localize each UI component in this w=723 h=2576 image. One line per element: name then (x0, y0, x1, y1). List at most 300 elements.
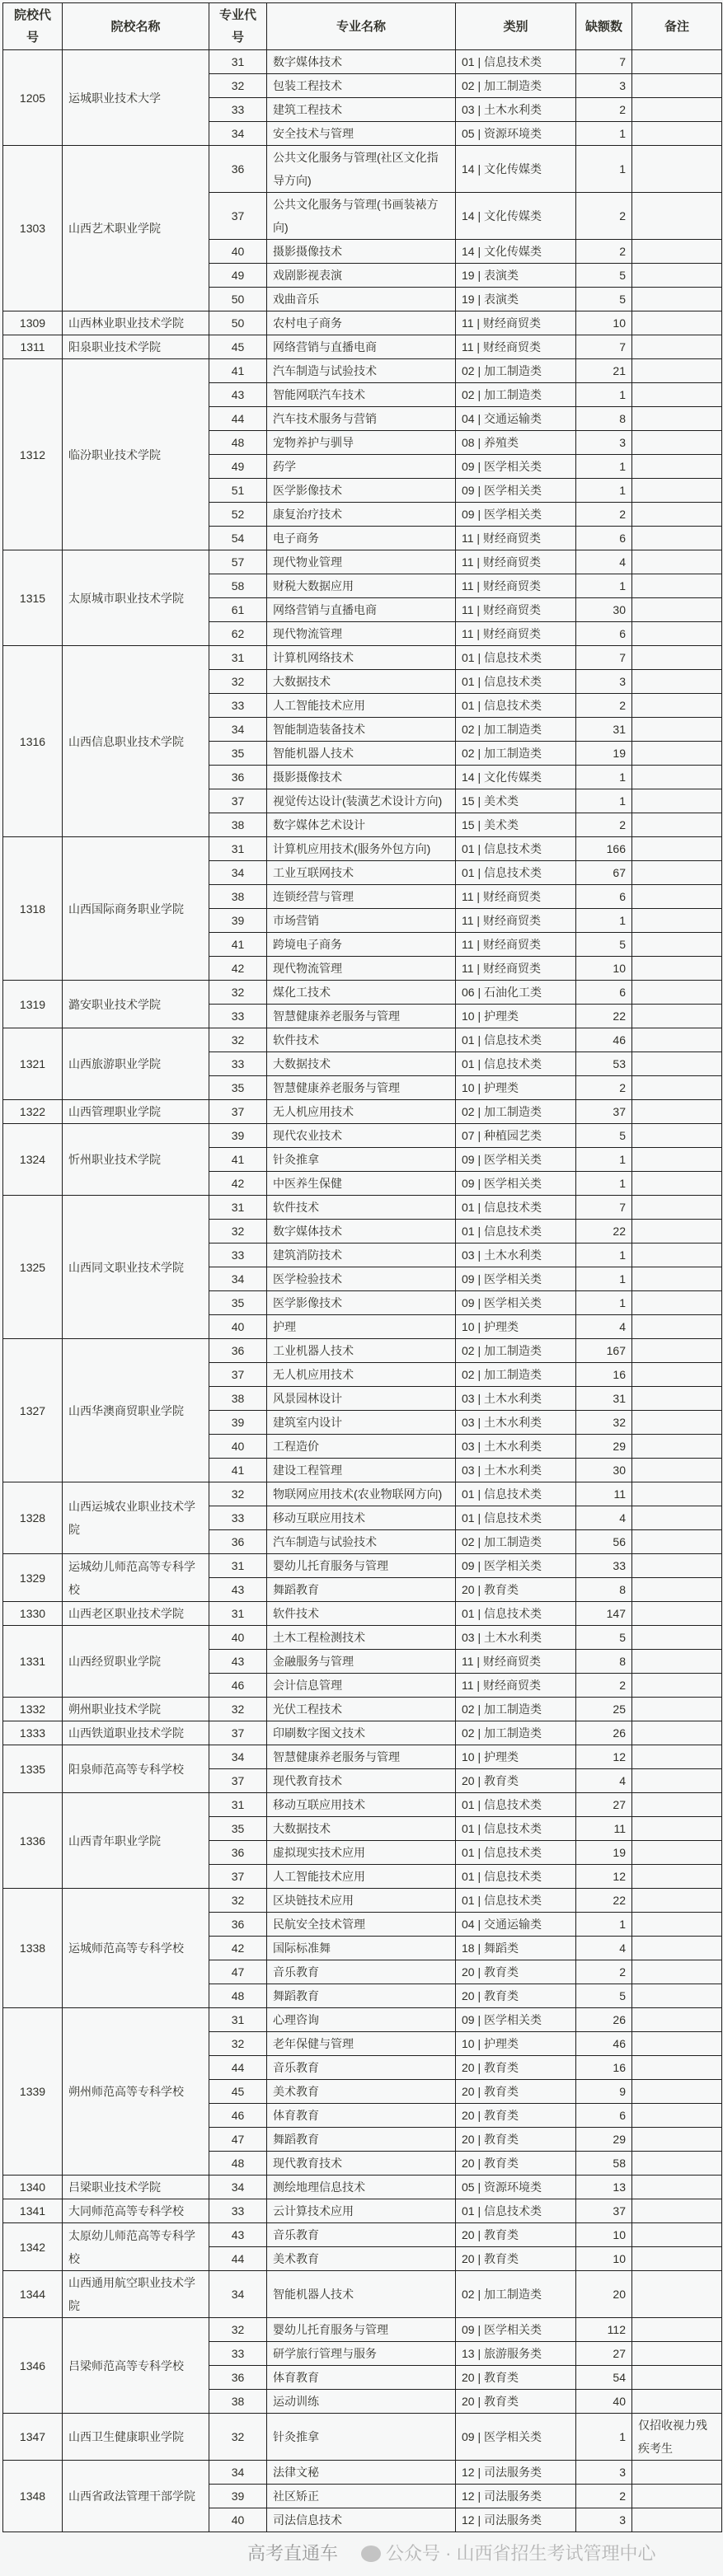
vacancy-count: 8 (576, 1650, 632, 1674)
vacancy-count: 13 (576, 2176, 632, 2199)
major-code: 39 (209, 909, 267, 933)
category: 20 | 教育类 (456, 1984, 576, 2008)
major-name: 人工智能技术应用 (267, 694, 456, 718)
category: 11 | 财经商贸类 (456, 957, 576, 981)
major-name: 建筑消防技术 (267, 1244, 456, 1267)
category: 10 | 护理类 (456, 1745, 576, 1769)
note (632, 2342, 722, 2366)
vacancy-count: 4 (576, 1937, 632, 1960)
category: 03 | 土木水利类 (456, 1387, 576, 1411)
note (632, 933, 722, 957)
major-name: 测绘地理信息技术 (267, 2176, 456, 2199)
vacancy-count: 1 (576, 1267, 632, 1291)
note (632, 1076, 722, 1100)
table-row (3, 2223, 722, 2247)
note (632, 2199, 722, 2223)
vacancy-count: 12 (576, 1865, 632, 1889)
major-code: 32 (209, 670, 267, 694)
category: 20 | 教育类 (456, 1960, 576, 1984)
vacancy-count: 1 (576, 2414, 632, 2461)
school-code: 1321 (3, 1028, 63, 1100)
vacancy-count: 40 (576, 2390, 632, 2414)
major-name: 煤化工技术 (267, 981, 456, 1005)
category: 02 | 加工制造类 (456, 742, 576, 766)
school-name: 山西运城农业职业技术学院 (63, 1482, 209, 1554)
major-code: 48 (209, 431, 267, 455)
table-row (3, 1339, 722, 1363)
category: 09 | 医学相关类 (456, 2008, 576, 2032)
vacancy-count: 56 (576, 1530, 632, 1554)
major-name: 护理 (267, 1315, 456, 1339)
school-name: 山西艺术职业学院 (63, 146, 209, 311)
major-name: 汽车制造与试验技术 (267, 359, 456, 383)
category: 02 | 加工制造类 (456, 383, 576, 407)
note (632, 1244, 722, 1267)
school-code: 1346 (3, 2318, 63, 2414)
major-code: 32 (209, 981, 267, 1005)
major-code: 35 (209, 1291, 267, 1315)
major-code: 36 (209, 1530, 267, 1554)
table-row (3, 335, 722, 359)
major-name: 美术教育 (267, 2247, 456, 2271)
major-name: 音乐教育 (267, 1960, 456, 1984)
vacancy-count: 5 (576, 1124, 632, 1148)
major-code: 38 (209, 1387, 267, 1411)
major-name: 公共文化服务与管理(书画装裱方向) (267, 193, 456, 240)
vacancy-count: 2 (576, 1674, 632, 1698)
vacancy-count: 29 (576, 2128, 632, 2152)
note (632, 1602, 722, 1626)
major-code: 51 (209, 479, 267, 503)
major-code: 34 (209, 2176, 267, 2199)
major-name: 现代物业管理 (267, 550, 456, 574)
major-code: 37 (209, 1721, 267, 1745)
major-code: 33 (209, 1244, 267, 1267)
table-row (3, 550, 722, 574)
vacancy-count: 12 (576, 1745, 632, 1769)
major-code: 33 (209, 694, 267, 718)
school-name: 山西经贸职业学院 (63, 1626, 209, 1698)
major-name: 安全技术与管理 (267, 122, 456, 146)
major-name: 智能制造装备技术 (267, 718, 456, 742)
vacancy-count: 31 (576, 718, 632, 742)
major-name: 无人机应用技术 (267, 1363, 456, 1387)
major-name: 风景园林设计 (267, 1387, 456, 1411)
category: 03 | 土木水利类 (456, 1459, 576, 1482)
category: 02 | 加工制造类 (456, 1530, 576, 1554)
major-code: 45 (209, 335, 267, 359)
note (632, 1650, 722, 1674)
category: 20 | 教育类 (456, 2128, 576, 2152)
vacancy-count: 10 (576, 957, 632, 981)
category: 01 | 信息技术类 (456, 1482, 576, 1506)
school-code: 1342 (3, 2223, 63, 2271)
vacancy-count: 10 (576, 2247, 632, 2271)
note (632, 1889, 722, 1913)
note (632, 407, 722, 431)
vacancy-count: 7 (576, 335, 632, 359)
major-name: 跨境电子商务 (267, 933, 456, 957)
vacancy-count: 2 (576, 503, 632, 527)
header-note: 备注 (632, 3, 722, 50)
vacancy-count: 19 (576, 1841, 632, 1865)
vacancy-count: 4 (576, 1506, 632, 1530)
category: 01 | 信息技术类 (456, 694, 576, 718)
note (632, 1745, 722, 1769)
major-name: 计算机应用技术(服务外包方向) (267, 837, 456, 861)
category: 10 | 护理类 (456, 1005, 576, 1028)
category: 01 | 信息技术类 (456, 861, 576, 885)
table-body (3, 50, 722, 2532)
major-name: 音乐教育 (267, 2223, 456, 2247)
major-name: 财税大数据应用 (267, 574, 456, 598)
school-name: 山西通用航空职业技术学院 (63, 2271, 209, 2318)
note (632, 311, 722, 335)
major-code: 33 (209, 1005, 267, 1028)
note (632, 2223, 722, 2247)
school-name: 大同师范高等专科学校 (63, 2199, 209, 2223)
major-code: 34 (209, 861, 267, 885)
major-code: 31 (209, 2008, 267, 2032)
category: 09 | 医学相关类 (456, 1291, 576, 1315)
category: 14 | 文化传媒类 (456, 146, 576, 193)
note (632, 1817, 722, 1841)
major-code: 57 (209, 550, 267, 574)
vacancy-count: 6 (576, 2104, 632, 2128)
major-name: 婴幼儿托育服务与管理 (267, 2318, 456, 2342)
major-code: 35 (209, 1817, 267, 1841)
vacancy-count: 1 (576, 1244, 632, 1267)
vacancy-count: 46 (576, 2032, 632, 2056)
category: 10 | 护理类 (456, 2032, 576, 2056)
school-code: 1318 (3, 837, 63, 981)
major-name: 司法信息技术 (267, 2508, 456, 2532)
note (632, 1865, 722, 1889)
table-row (3, 1554, 722, 1578)
major-code: 36 (209, 146, 267, 193)
school-name: 山西管理职业学院 (63, 1100, 209, 1124)
vacancy-count: 2 (576, 694, 632, 718)
major-code: 31 (209, 837, 267, 861)
vacancy-count: 1 (576, 479, 632, 503)
major-name: 土木工程检测技术 (267, 1626, 456, 1650)
table-row (3, 2318, 722, 2342)
note (632, 1698, 722, 1721)
note (632, 1937, 722, 1960)
note (632, 1267, 722, 1291)
category: 02 | 加工制造类 (456, 74, 576, 98)
vacancy-count: 2 (576, 1960, 632, 1984)
note (632, 1028, 722, 1052)
table-row (3, 311, 722, 335)
wechat-icon (361, 2546, 381, 2562)
major-name: 包装工程技术 (267, 74, 456, 98)
vacancy-count: 5 (576, 1984, 632, 2008)
major-name: 现代农业技术 (267, 1124, 456, 1148)
table-row (3, 1124, 722, 1148)
school-name: 朔州职业技术学院 (63, 1698, 209, 1721)
note (632, 1005, 722, 1028)
vacancy-count: 6 (576, 885, 632, 909)
category: 19 | 表演类 (456, 264, 576, 288)
category: 03 | 土木水利类 (456, 1411, 576, 1435)
note (632, 2271, 722, 2318)
vacancy-count: 30 (576, 598, 632, 622)
vacancy-count: 22 (576, 1005, 632, 1028)
vacancy-count: 27 (576, 2342, 632, 2366)
major-name: 戏剧影视表演 (267, 264, 456, 288)
major-name: 智能机器人技术 (267, 2271, 456, 2318)
vacancy-count: 4 (576, 1315, 632, 1339)
major-name: 音乐教育 (267, 2056, 456, 2080)
category: 02 | 加工制造类 (456, 1698, 576, 1721)
school-code: 1324 (3, 1124, 63, 1196)
major-name: 药学 (267, 455, 456, 479)
note (632, 742, 722, 766)
watermark (361, 2543, 656, 2564)
school-name: 朔州师范高等专科学校 (63, 2008, 209, 2176)
table-row (3, 1745, 722, 1769)
school-code: 1329 (3, 1554, 63, 1602)
category: 01 | 信息技术类 (456, 1865, 576, 1889)
category: 01 | 信息技术类 (456, 1506, 576, 1530)
category: 20 | 教育类 (456, 2104, 576, 2128)
school-name: 临汾职业技术学院 (63, 359, 209, 550)
major-name: 大数据技术 (267, 670, 456, 694)
major-code: 32 (209, 2032, 267, 2056)
school-name: 吕梁师范高等专科学校 (63, 2318, 209, 2414)
vacancy-count: 16 (576, 1363, 632, 1387)
vacancy-count: 3 (576, 670, 632, 694)
major-name: 中医养生保健 (267, 1172, 456, 1196)
major-name: 金融服务与管理 (267, 1650, 456, 1674)
major-name: 老年保健与管理 (267, 2032, 456, 2056)
major-name: 光伏工程技术 (267, 1698, 456, 1721)
school-name: 吕梁职业技术学院 (63, 2176, 209, 2199)
school-name: 山西铁道职业技术学院 (63, 1721, 209, 1745)
note (632, 1387, 722, 1411)
major-name: 摄影摄像技术 (267, 766, 456, 789)
category: 01 | 信息技术类 (456, 2199, 576, 2223)
school-name: 阳泉职业技术学院 (63, 335, 209, 359)
vacancy-count: 8 (576, 407, 632, 431)
major-name: 医学影像技术 (267, 1291, 456, 1315)
note (632, 1554, 722, 1578)
category: 20 | 教育类 (456, 2056, 576, 2080)
school-code: 1205 (3, 50, 63, 146)
category: 01 | 信息技术类 (456, 1817, 576, 1841)
school-code: 1312 (3, 359, 63, 550)
vacancy-count: 1 (576, 766, 632, 789)
school-name: 山西华澳商贸职业学院 (63, 1339, 209, 1482)
category: 01 | 信息技术类 (456, 1841, 576, 1865)
table-row (3, 2008, 722, 2032)
category: 11 | 财经商贸类 (456, 909, 576, 933)
note (632, 335, 722, 359)
note (632, 1148, 722, 1172)
note (632, 957, 722, 981)
note (632, 2176, 722, 2199)
note (632, 2508, 722, 2532)
school-code: 1340 (3, 2176, 63, 2199)
vacancy-count: 6 (576, 527, 632, 550)
vacancy-count: 21 (576, 359, 632, 383)
major-name: 美术教育 (267, 2080, 456, 2104)
vacancy-count: 5 (576, 264, 632, 288)
category: 18 | 舞蹈类 (456, 1937, 576, 1960)
note (632, 550, 722, 574)
major-code: 43 (209, 1578, 267, 1602)
major-code: 49 (209, 264, 267, 288)
major-code: 39 (209, 1411, 267, 1435)
major-code: 40 (209, 2508, 267, 2532)
category: 09 | 医学相关类 (456, 1148, 576, 1172)
table-row (3, 1721, 722, 1745)
major-code: 37 (209, 789, 267, 813)
vacancy-count: 26 (576, 2008, 632, 2032)
table-row (3, 1602, 722, 1626)
note (632, 622, 722, 646)
vacancy-count: 166 (576, 837, 632, 861)
note (632, 646, 722, 670)
major-name: 智慧健康养老服务与管理 (267, 1005, 456, 1028)
school-name: 山西林业职业技术学院 (63, 311, 209, 335)
header-school-code: 院校代号 (3, 3, 63, 50)
category: 09 | 医学相关类 (456, 455, 576, 479)
major-name: 农村电子商务 (267, 311, 456, 335)
major-name: 网络营销与直播电商 (267, 335, 456, 359)
major-code: 31 (209, 1554, 267, 1578)
note (632, 670, 722, 694)
major-name: 会计信息管理 (267, 1674, 456, 1698)
major-name: 国际标准舞 (267, 1937, 456, 1960)
major-name: 现代物流管理 (267, 622, 456, 646)
category: 01 | 信息技术类 (456, 50, 576, 74)
major-code: 37 (209, 193, 267, 240)
vacancy-count: 1 (576, 789, 632, 813)
header-major-name: 专业名称 (267, 3, 456, 50)
major-name: 大数据技术 (267, 1817, 456, 1841)
major-code: 50 (209, 311, 267, 335)
vacancy-count: 11 (576, 1482, 632, 1506)
note (632, 1913, 722, 1937)
note (632, 1172, 722, 1196)
category: 01 | 信息技术类 (456, 670, 576, 694)
note (632, 1721, 722, 1745)
category: 01 | 信息技术类 (456, 1793, 576, 1817)
vacancy-count: 30 (576, 1459, 632, 1482)
major-code: 36 (209, 1841, 267, 1865)
watermark-overlay: 高考直通车 (247, 2543, 339, 2564)
table-row (3, 2176, 722, 2199)
vacancy-count: 112 (576, 2318, 632, 2342)
category: 11 | 财经商贸类 (456, 598, 576, 622)
table-row (3, 1028, 722, 1052)
note (632, 383, 722, 407)
category: 11 | 财经商贸类 (456, 527, 576, 550)
major-code: 44 (209, 2247, 267, 2271)
table-row (3, 1793, 722, 1817)
major-code: 31 (209, 1793, 267, 1817)
note (632, 98, 722, 122)
vacancy-count: 2 (576, 193, 632, 240)
note (632, 694, 722, 718)
major-code: 34 (209, 2271, 267, 2318)
school-code: 1348 (3, 2461, 63, 2532)
category: 20 | 教育类 (456, 2223, 576, 2247)
header-major-code: 专业代号 (209, 3, 267, 50)
major-code: 41 (209, 933, 267, 957)
major-code: 48 (209, 1984, 267, 2008)
note: 仅招收视力残疾考生 (632, 2414, 722, 2461)
note (632, 1769, 722, 1793)
major-code: 37 (209, 1769, 267, 1793)
major-name: 虚拟现实技术应用 (267, 1841, 456, 1865)
note (632, 264, 722, 288)
note (632, 1100, 722, 1124)
category: 10 | 护理类 (456, 1076, 576, 1100)
major-name: 智慧健康养老服务与管理 (267, 1745, 456, 1769)
note (632, 2056, 722, 2080)
major-name: 电子商务 (267, 527, 456, 550)
major-code: 42 (209, 1172, 267, 1196)
major-code: 42 (209, 957, 267, 981)
school-name: 潞安职业技术学院 (63, 981, 209, 1028)
vacancy-count: 10 (576, 2223, 632, 2247)
major-code: 48 (209, 2152, 267, 2176)
vacancy-count: 2 (576, 2485, 632, 2508)
major-name: 智能机器人技术 (267, 742, 456, 766)
major-code: 47 (209, 2128, 267, 2152)
major-name: 医学检验技术 (267, 1267, 456, 1291)
major-code: 37 (209, 1100, 267, 1124)
major-name: 运动训练 (267, 2390, 456, 2414)
category: 20 | 教育类 (456, 1769, 576, 1793)
major-name: 软件技术 (267, 1602, 456, 1626)
category: 12 | 司法服务类 (456, 2508, 576, 2532)
note (632, 574, 722, 598)
category: 15 | 美术类 (456, 789, 576, 813)
vacancy-count: 22 (576, 1220, 632, 1244)
school-code: 1341 (3, 2199, 63, 2223)
note (632, 2080, 722, 2104)
vacancy-count: 6 (576, 622, 632, 646)
school-code: 1319 (3, 981, 63, 1028)
school-name: 山西青年职业学院 (63, 1793, 209, 1889)
major-name: 公共文化服务与管理(社区文化指导方向) (267, 146, 456, 193)
note (632, 2152, 722, 2176)
school-code: 1327 (3, 1339, 63, 1482)
vacancy-count: 20 (576, 2271, 632, 2318)
major-code: 44 (209, 2056, 267, 2080)
major-code: 41 (209, 1148, 267, 1172)
major-name: 康复治疗技术 (267, 503, 456, 527)
table-row (3, 1196, 722, 1220)
vacancy-count: 27 (576, 1793, 632, 1817)
category: 01 | 信息技术类 (456, 1220, 576, 1244)
vacancy-count: 29 (576, 1435, 632, 1459)
category: 02 | 加工制造类 (456, 1339, 576, 1363)
vacancy-count: 4 (576, 550, 632, 574)
vacancy-count: 3 (576, 431, 632, 455)
vacancy-count: 53 (576, 1052, 632, 1076)
note (632, 1674, 722, 1698)
note (632, 1578, 722, 1602)
vacancy-count: 7 (576, 50, 632, 74)
school-code: 1316 (3, 646, 63, 837)
school-name: 阳泉师范高等专科学校 (63, 1745, 209, 1793)
major-name: 印刷数字图文技术 (267, 1721, 456, 1745)
